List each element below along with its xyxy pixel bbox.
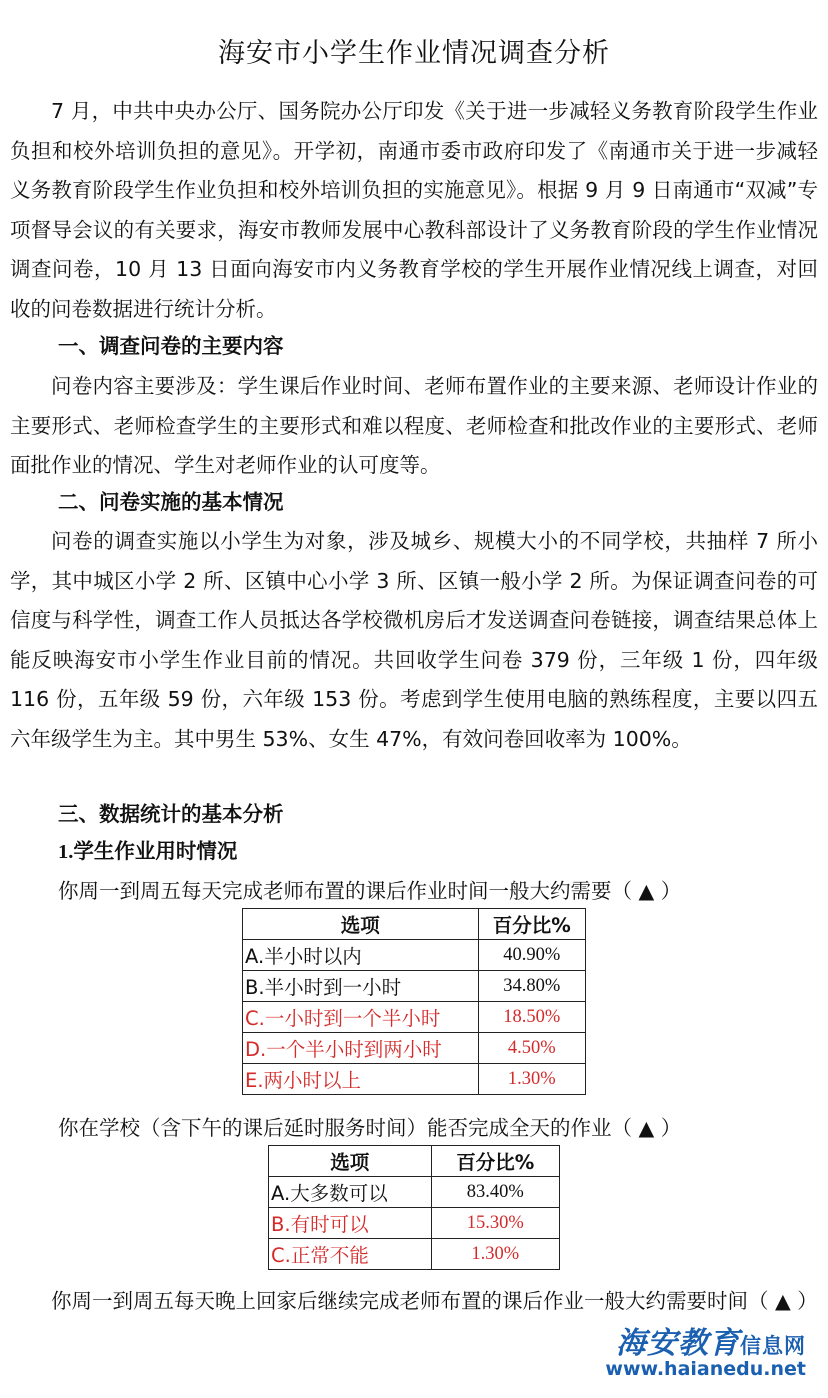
column-header-option: 选项 [269,1146,432,1177]
complete-at-school-table [268,1145,560,1270]
table-row [269,1208,560,1239]
percent-cell: 1.30% [478,1064,585,1095]
question-3: 你周一到周五每天晚上回家后继续完成老师布置的课后作业一般大约需要时间（ ▲ ） [51,1289,818,1313]
watermark-name-suffix: 信息网 [740,1334,806,1358]
percent-cell: 15.30% [431,1208,559,1239]
section2-heading: 二、问卷实施的基本情况 [58,490,284,514]
section1-body: 问卷内容主要涉及：学生课后作业时间、老师布置作业的主要来源、老师设计作业的主要形式、老师检查学生的主要形式和难以程度、老师检查和批改作业的主要形式、老师面批作业的情况、学生对老师作业的认可度等。 [10,374,818,478]
option-cell: E.两小时以上 [243,1064,479,1095]
table-row [243,1033,586,1064]
document-title: 海安市小学生作业情况调查分析 [218,38,610,69]
section3-heading: 三、数据统计的基本分析 [58,802,284,826]
percent-cell: 4.50% [478,1033,585,1064]
option-cell: D.一个半小时到两小时 [243,1033,479,1064]
section1-heading: 一、调查问卷的主要内容 [58,334,284,358]
table-row [243,940,586,971]
table-row [243,971,586,1002]
percent-cell: 18.50% [478,1002,585,1033]
intro-paragraph: 7 月，中共中央办公厅、国务院办公厅印发《关于进一步减轻义务教育阶段学生作业负担和校外培训负担的意见》。开学初，南通市委市政府印发了《南通市关于进一步减轻义务教育阶段学生作业负担和校外培训负担的实施意见》。根据 9 月 9 日南通市“双减”专项督导会议的有关要求，海安市教师发展中心教科部设计了义务教育阶段的学生作业情况调查问卷，10 月 13 日面向海安市内义务教育学校的学生开展作业情况线上调查，对回收的问卷数据进行统计分析。 [10,99,818,321]
section2-body: 问卷的调查实施以小学生为对象，涉及城乡、规模大小的不同学校，共抽样 7 所小学，其中城区小学 2 所、区镇中心小学 3 所、区镇一般小学 2 所。为保证调查问卷的可信度与科学性，调查工作人员抵达各学校微机房后才发送调查问卷链接，调查结果总体上能反映海安市小学生作业目前的情况。共回收学生问卷 379 份，三年级 1 份，四年级 116 份，五年级 59 份，六年级 153 份。考虑到学生使用电脑的熟练程度，主要以四五六年级学生为主。其中男生 53%、女生 47%，有效问卷回收率为 100%。 [10,529,818,751]
option-cell: B.半小时到一小时 [243,971,479,1002]
table-row [269,1239,560,1270]
table-row [243,1002,586,1033]
option-cell: C.正常不能 [269,1239,432,1270]
table-row [269,1177,560,1208]
percent-cell: 83.40% [431,1177,559,1208]
homework-time-table [242,908,586,1095]
option-cell: C.一小时到一个半小时 [243,1002,479,1033]
question-2: 你在学校（含下午的课后延时服务时间）能否完成全天的作业（ ▲ ） [58,1116,682,1140]
subsection1-heading: 1.学生作业用时情况 [58,841,238,863]
column-header-percent: 百分比% [431,1146,559,1177]
column-header-percent: 百分比% [478,909,585,940]
watermark-name [616,1318,806,1362]
question-1: 你周一到周五每天完成老师布置的课后作业时间一般大约需要（ ▲ ） [58,879,682,903]
option-cell: A.大多数可以 [269,1177,432,1208]
watermark-logo [596,1318,822,1388]
column-header-option: 选项 [243,909,479,940]
percent-cell: 34.80% [478,971,585,1002]
table-header-row [269,1146,560,1177]
option-cell: B.有时可以 [269,1208,432,1239]
percent-cell: 40.90% [478,940,585,971]
watermark-name-main: 海安教育 [616,1326,740,1361]
table-header-row [243,909,586,940]
watermark-url: www.haianedu.net [605,1358,806,1380]
table-row [243,1064,586,1095]
option-cell: A.半小时以内 [243,940,479,971]
percent-cell: 1.30% [431,1239,559,1270]
